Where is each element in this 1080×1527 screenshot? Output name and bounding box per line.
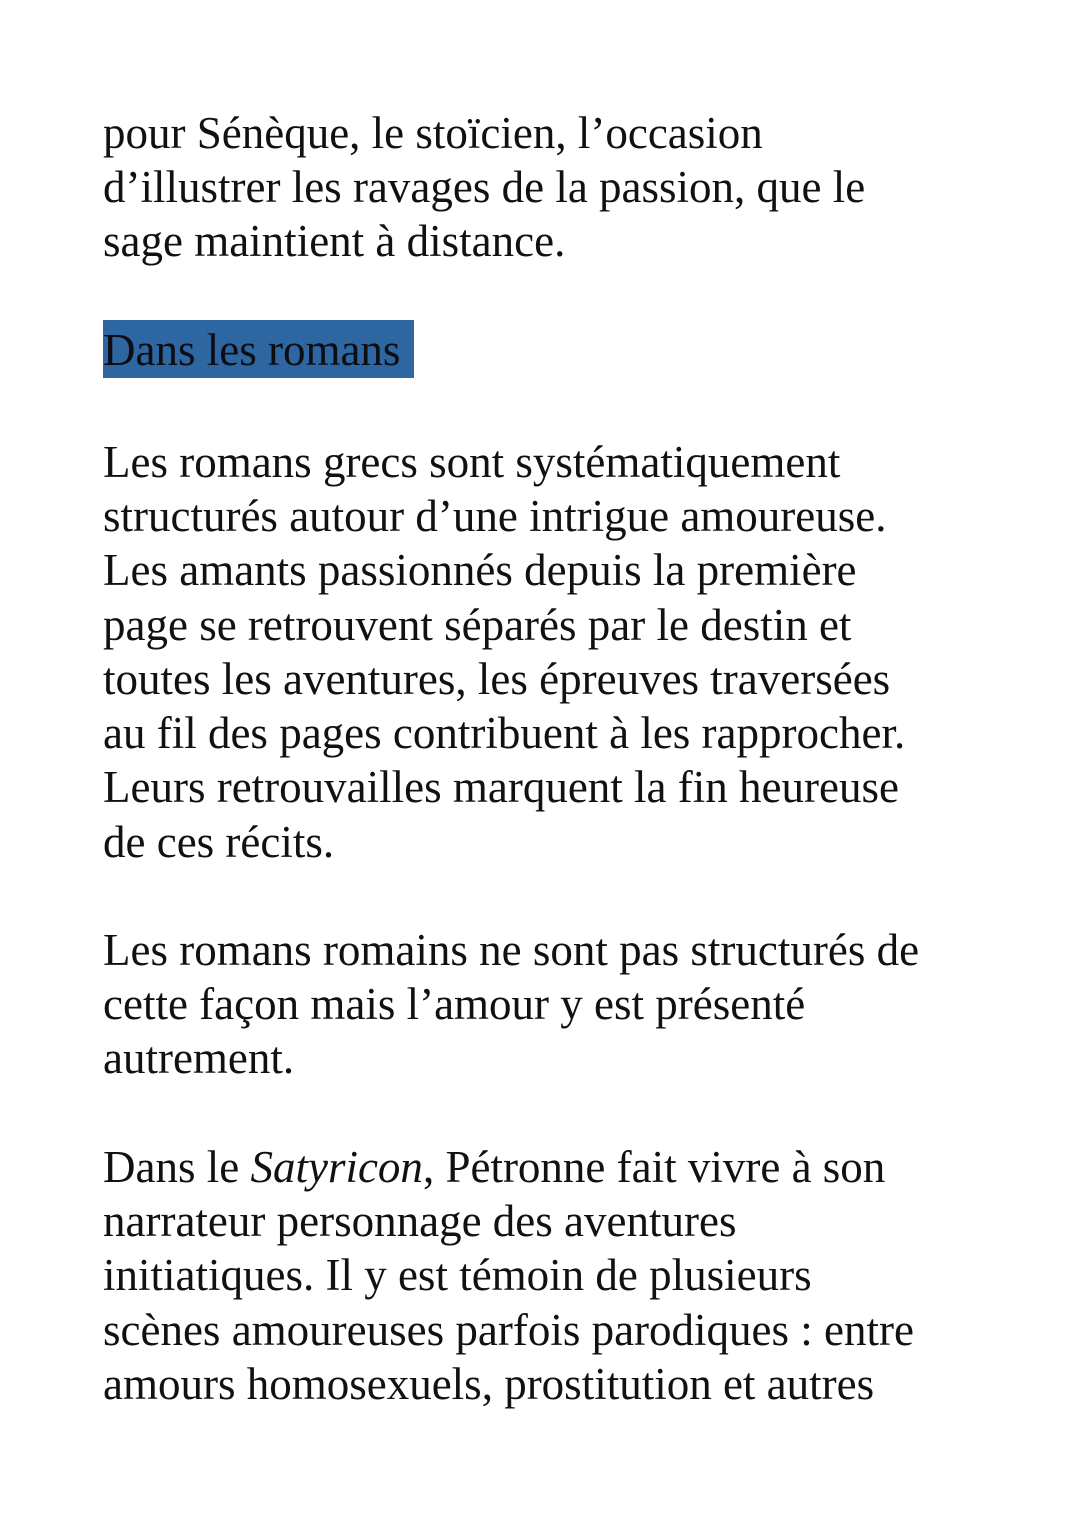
text-line: structurés autour d’une intrigue amoureuse. [103, 491, 887, 541]
heading-text: Dans les romans [103, 325, 401, 375]
text-line: sage maintient à distance. [103, 216, 566, 266]
text-line: Leurs retrouvailles marquent la fin heureuse [103, 762, 899, 812]
text-run: , Pétronne fait vivre à son [422, 1142, 886, 1192]
section-heading-highlighted [103, 320, 414, 378]
text-line: Les amants passionnés depuis la première [103, 545, 857, 595]
text-line: page se retrouvent séparés par le destin et [103, 600, 852, 650]
text-line: cette façon mais l’amour y est présenté [103, 979, 806, 1029]
text-line: scènes amoureuses parfois parodiques : entre [103, 1305, 914, 1355]
text-line: amours homosexuels, prostitution et autres [103, 1359, 875, 1409]
text-line: pour Sénèque, le stoïcien, l’occasion [103, 108, 763, 158]
text-line: Les romans grecs sont systématiquement [103, 437, 841, 487]
text-line: narrateur personnage des aventures [103, 1196, 737, 1246]
text-line: toutes les aventures, les épreuves traversées [103, 654, 891, 704]
text-line: initiatiques. Il y est témoin de plusieurs [103, 1250, 812, 1300]
book-title-italic: Satyricon [250, 1142, 423, 1192]
text-line: d’illustrer les ravages de la passion, que le [103, 162, 866, 212]
text-line: de ces récits. [103, 817, 335, 867]
text-line: Les romans romains ne sont pas structurés de [103, 925, 920, 975]
text-run: Dans le [103, 1142, 251, 1192]
text-line: au fil des pages contribuent à les rapprocher. [103, 708, 906, 758]
text-line: autrement. [103, 1033, 295, 1083]
text-line-with-title [103, 1140, 885, 1194]
